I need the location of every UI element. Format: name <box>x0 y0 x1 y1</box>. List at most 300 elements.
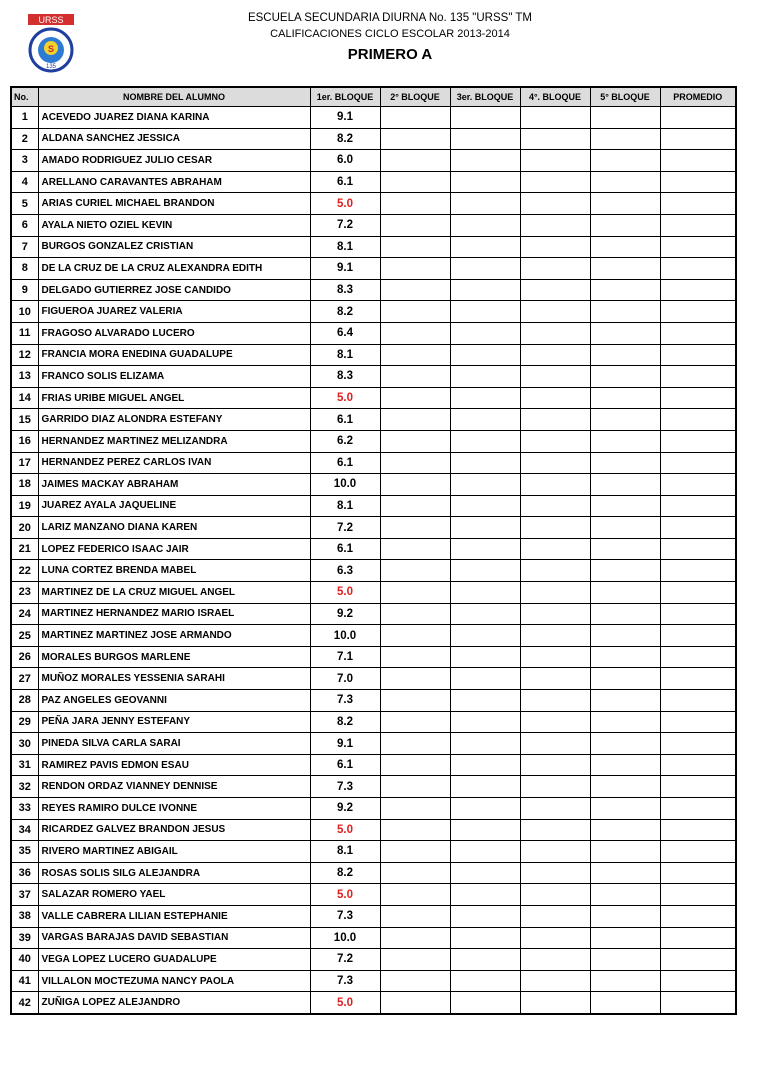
grade-block-1: 7.0 <box>310 668 380 690</box>
grade-block-1: 5.0 <box>310 884 380 906</box>
student-name: BURGOS GONZALEZ CRISTIAN <box>38 236 310 258</box>
grade-block-3 <box>450 236 520 258</box>
student-name: FRIAS URIBE MIGUEL ANGEL <box>38 387 310 409</box>
grade-block-3 <box>450 279 520 301</box>
grade-block-5 <box>590 517 660 539</box>
student-name: RICARDEZ GALVEZ BRANDON JESUS <box>38 819 310 841</box>
student-number: 26 <box>11 646 38 668</box>
grade-block-1: 8.1 <box>310 495 380 517</box>
grade-block-3 <box>450 992 520 1014</box>
grade-average <box>660 387 736 409</box>
table-row <box>11 258 736 280</box>
grade-block-1: 6.2 <box>310 430 380 452</box>
grade-block-1: 8.2 <box>310 128 380 150</box>
grade-average <box>660 992 736 1014</box>
table-row <box>11 474 736 496</box>
student-name: VALLE CABRERA LILIAN ESTEPHANIE <box>38 905 310 927</box>
report-subtitle: CALIFICACIONES CICLO ESCOLAR 2013-2014 <box>270 28 510 40</box>
grade-block-4 <box>520 409 590 431</box>
grade-block-3 <box>450 927 520 949</box>
grade-block-3 <box>450 430 520 452</box>
table-row <box>11 625 736 647</box>
grade-block-1: 9.1 <box>310 733 380 755</box>
grade-block-4 <box>520 214 590 236</box>
grade-block-2 <box>380 193 450 215</box>
grade-block-1: 9.1 <box>310 258 380 280</box>
logo-bottom-text: 135 <box>45 64 57 70</box>
grade-block-5 <box>590 582 660 604</box>
grade-block-5 <box>590 430 660 452</box>
student-name: AMADO RODRIGUEZ JULIO CESAR <box>38 150 310 172</box>
student-name: ALDANA SANCHEZ JESSICA <box>38 128 310 150</box>
grade-block-2 <box>380 538 450 560</box>
table-row <box>11 862 736 884</box>
grade-block-2 <box>380 517 450 539</box>
grade-block-3 <box>450 128 520 150</box>
grade-block-3 <box>450 495 520 517</box>
grade-block-4 <box>520 301 590 323</box>
grade-block-3 <box>450 258 520 280</box>
grade-average <box>660 301 736 323</box>
student-name: LARIZ MANZANO DIANA KAREN <box>38 517 310 539</box>
grade-block-2 <box>380 301 450 323</box>
grade-block-3 <box>450 819 520 841</box>
grade-block-1: 7.3 <box>310 690 380 712</box>
grade-block-1: 6.0 <box>310 150 380 172</box>
grade-block-5 <box>590 107 660 129</box>
grade-block-3 <box>450 517 520 539</box>
grade-block-3 <box>450 387 520 409</box>
grade-average <box>660 171 736 193</box>
grade-average <box>660 711 736 733</box>
grade-block-4 <box>520 970 590 992</box>
grade-block-3 <box>450 668 520 690</box>
logo-center-letter: S <box>47 44 55 54</box>
student-number: 38 <box>11 905 38 927</box>
student-number: 10 <box>11 301 38 323</box>
grade-block-2 <box>380 733 450 755</box>
grade-block-5 <box>590 970 660 992</box>
grade-average <box>660 970 736 992</box>
grade-average <box>660 798 736 820</box>
grade-block-2 <box>380 366 450 388</box>
grade-block-2 <box>380 387 450 409</box>
student-number: 12 <box>11 344 38 366</box>
student-number: 32 <box>11 776 38 798</box>
grade-block-3 <box>450 884 520 906</box>
grade-block-1: 8.2 <box>310 862 380 884</box>
grade-block-2 <box>380 171 450 193</box>
grade-average <box>660 107 736 129</box>
grade-block-3 <box>450 582 520 604</box>
student-name: MARTINEZ HERNANDEZ MARIO ISRAEL <box>38 603 310 625</box>
table-row <box>11 409 736 431</box>
student-number: 35 <box>11 841 38 863</box>
grade-block-2 <box>380 754 450 776</box>
student-name: ARIAS CURIEL MICHAEL BRANDON <box>38 193 310 215</box>
table-row <box>11 538 736 560</box>
table-row <box>11 495 736 517</box>
grade-block-4 <box>520 668 590 690</box>
grade-block-1: 8.2 <box>310 711 380 733</box>
grade-block-4 <box>520 517 590 539</box>
grade-block-3 <box>450 798 520 820</box>
col-header-avg: PROMEDIO <box>660 87 736 107</box>
col-header-no: No. <box>11 87 38 107</box>
grade-average <box>660 625 736 647</box>
grade-block-4 <box>520 884 590 906</box>
grade-block-5 <box>590 992 660 1014</box>
grade-block-3 <box>450 841 520 863</box>
table-row <box>11 279 736 301</box>
grade-block-3 <box>450 690 520 712</box>
grade-block-3 <box>450 452 520 474</box>
grade-average <box>660 150 736 172</box>
student-name: LUNA CORTEZ BRENDA MABEL <box>38 560 310 582</box>
grade-block-4 <box>520 344 590 366</box>
student-number: 29 <box>11 711 38 733</box>
table-row <box>11 387 736 409</box>
student-name: GARRIDO DIAZ ALONDRA ESTEFANY <box>38 409 310 431</box>
student-number: 23 <box>11 582 38 604</box>
grade-block-4 <box>520 107 590 129</box>
grade-average <box>660 690 736 712</box>
grade-block-4 <box>520 150 590 172</box>
grade-block-3 <box>450 646 520 668</box>
col-header-b2: 2° BLOQUE <box>380 87 450 107</box>
grade-block-5 <box>590 236 660 258</box>
grade-block-1: 7.1 <box>310 646 380 668</box>
table-row <box>11 171 736 193</box>
grade-average <box>660 474 736 496</box>
grade-block-2 <box>380 236 450 258</box>
student-number: 11 <box>11 322 38 344</box>
student-name: MARTINEZ MARTINEZ JOSE ARMANDO <box>38 625 310 647</box>
school-logo <box>26 12 76 74</box>
grade-block-1: 7.2 <box>310 949 380 971</box>
grade-block-4 <box>520 430 590 452</box>
grade-block-5 <box>590 301 660 323</box>
grade-block-5 <box>590 495 660 517</box>
col-header-b5: 5° BLOQUE <box>590 87 660 107</box>
grade-block-3 <box>450 150 520 172</box>
grade-block-3 <box>450 409 520 431</box>
grade-block-1: 7.3 <box>310 905 380 927</box>
grade-block-5 <box>590 690 660 712</box>
grade-block-4 <box>520 171 590 193</box>
grade-block-1: 6.1 <box>310 409 380 431</box>
student-name: FIGUEROA JUAREZ VALERIA <box>38 301 310 323</box>
grade-block-1: 6.4 <box>310 322 380 344</box>
grade-average <box>660 905 736 927</box>
grade-block-1: 9.2 <box>310 798 380 820</box>
table-row <box>11 214 736 236</box>
grade-block-1: 6.1 <box>310 754 380 776</box>
grade-block-5 <box>590 128 660 150</box>
student-number: 6 <box>11 214 38 236</box>
grade-block-4 <box>520 862 590 884</box>
grade-block-5 <box>590 193 660 215</box>
grade-block-2 <box>380 884 450 906</box>
grade-block-3 <box>450 625 520 647</box>
grade-block-2 <box>380 409 450 431</box>
table-row <box>11 193 736 215</box>
student-name: MORALES BURGOS MARLENE <box>38 646 310 668</box>
grade-block-1: 5.0 <box>310 387 380 409</box>
grade-block-4 <box>520 927 590 949</box>
student-name: JUAREZ AYALA JAQUELINE <box>38 495 310 517</box>
grade-block-3 <box>450 214 520 236</box>
grade-block-5 <box>590 949 660 971</box>
grade-block-2 <box>380 992 450 1014</box>
student-number: 41 <box>11 970 38 992</box>
grade-block-2 <box>380 949 450 971</box>
student-number: 7 <box>11 236 38 258</box>
grade-block-2 <box>380 646 450 668</box>
grade-block-1: 10.0 <box>310 474 380 496</box>
grade-block-5 <box>590 366 660 388</box>
table-row <box>11 690 736 712</box>
grade-average <box>660 279 736 301</box>
grade-block-5 <box>590 279 660 301</box>
grade-block-2 <box>380 107 450 129</box>
grade-block-5 <box>590 798 660 820</box>
grade-average <box>660 754 736 776</box>
table-row <box>11 236 736 258</box>
grade-block-4 <box>520 841 590 863</box>
grade-block-4 <box>520 366 590 388</box>
grade-block-5 <box>590 668 660 690</box>
grade-average <box>660 236 736 258</box>
col-header-name: NOMBRE DEL ALUMNO <box>38 87 310 107</box>
grade-block-4 <box>520 711 590 733</box>
grade-block-1: 5.0 <box>310 819 380 841</box>
table-row <box>11 430 736 452</box>
grade-block-1: 6.1 <box>310 452 380 474</box>
grade-block-1: 9.1 <box>310 107 380 129</box>
grade-block-5 <box>590 452 660 474</box>
grade-block-2 <box>380 711 450 733</box>
grade-block-1: 8.3 <box>310 366 380 388</box>
student-number: 39 <box>11 927 38 949</box>
student-name: ROSAS SOLIS SILG ALEJANDRA <box>38 862 310 884</box>
table-row <box>11 150 736 172</box>
table-row <box>11 107 736 129</box>
student-name: MARTINEZ DE LA CRUZ MIGUEL ANGEL <box>38 582 310 604</box>
student-name: LOPEZ FEDERICO ISAAC JAIR <box>38 538 310 560</box>
student-number: 3 <box>11 150 38 172</box>
table-row <box>11 366 736 388</box>
grade-block-4 <box>520 236 590 258</box>
grade-block-5 <box>590 905 660 927</box>
student-number: 15 <box>11 409 38 431</box>
table-row <box>11 949 736 971</box>
grade-block-5 <box>590 171 660 193</box>
grade-block-5 <box>590 214 660 236</box>
table-row <box>11 646 736 668</box>
grade-block-5 <box>590 862 660 884</box>
table-row <box>11 819 736 841</box>
grade-average <box>660 733 736 755</box>
grade-block-2 <box>380 927 450 949</box>
grade-average <box>660 646 736 668</box>
grade-average <box>660 884 736 906</box>
student-name: FRANCIA MORA ENEDINA GUADALUPE <box>38 344 310 366</box>
table-row <box>11 301 736 323</box>
student-number: 24 <box>11 603 38 625</box>
grade-block-2 <box>380 668 450 690</box>
table-row <box>11 927 736 949</box>
student-name: HERNANDEZ PEREZ CARLOS IVAN <box>38 452 310 474</box>
grade-block-5 <box>590 258 660 280</box>
grade-block-4 <box>520 452 590 474</box>
student-name: ACEVEDO JUAREZ DIANA KARINA <box>38 107 310 129</box>
grade-average <box>660 128 736 150</box>
grade-block-3 <box>450 474 520 496</box>
student-number: 42 <box>11 992 38 1014</box>
table-row <box>11 560 736 582</box>
student-number: 18 <box>11 474 38 496</box>
grade-block-1: 5.0 <box>310 193 380 215</box>
grade-block-2 <box>380 495 450 517</box>
grade-block-1: 8.2 <box>310 301 380 323</box>
grade-block-3 <box>450 344 520 366</box>
grade-average <box>660 862 736 884</box>
student-name: ARELLANO CARAVANTES ABRAHAM <box>38 171 310 193</box>
grade-block-3 <box>450 193 520 215</box>
student-number: 8 <box>11 258 38 280</box>
student-name: VILLALON MOCTEZUMA NANCY PAOLA <box>38 970 310 992</box>
grade-block-4 <box>520 733 590 755</box>
student-number: 34 <box>11 819 38 841</box>
student-number: 2 <box>11 128 38 150</box>
grade-block-1: 10.0 <box>310 927 380 949</box>
grade-block-2 <box>380 258 450 280</box>
grade-block-1: 10.0 <box>310 625 380 647</box>
student-name: JAIMES MACKAY ABRAHAM <box>38 474 310 496</box>
grade-block-3 <box>450 949 520 971</box>
table-row <box>11 322 736 344</box>
grade-average <box>660 430 736 452</box>
grade-block-1: 7.2 <box>310 517 380 539</box>
table-row <box>11 711 736 733</box>
col-header-b3: 3er. BLOQUE <box>450 87 520 107</box>
grade-average <box>660 258 736 280</box>
grade-average <box>660 776 736 798</box>
grade-block-3 <box>450 862 520 884</box>
grade-average <box>660 949 736 971</box>
grade-average <box>660 927 736 949</box>
table-row <box>11 344 736 366</box>
grade-block-5 <box>590 884 660 906</box>
grade-block-4 <box>520 387 590 409</box>
student-name: ZUÑIGA LOPEZ ALEJANDRO <box>38 992 310 1014</box>
grade-block-1: 5.0 <box>310 582 380 604</box>
grade-block-4 <box>520 279 590 301</box>
student-number: 4 <box>11 171 38 193</box>
grade-block-3 <box>450 905 520 927</box>
table-row <box>11 992 736 1014</box>
grade-block-4 <box>520 603 590 625</box>
grade-block-2 <box>380 970 450 992</box>
grade-block-5 <box>590 344 660 366</box>
grade-block-2 <box>380 474 450 496</box>
grade-block-4 <box>520 690 590 712</box>
grade-block-2 <box>380 452 450 474</box>
grade-average <box>660 495 736 517</box>
table-row <box>11 668 736 690</box>
student-name: RAMIREZ PAVIS EDMON ESAU <box>38 754 310 776</box>
grades-table <box>10 86 737 1015</box>
grade-block-3 <box>450 711 520 733</box>
student-name: PEÑA JARA JENNY ESTEFANY <box>38 711 310 733</box>
grade-block-4 <box>520 754 590 776</box>
grade-block-5 <box>590 625 660 647</box>
grade-block-4 <box>520 495 590 517</box>
grade-block-4 <box>520 582 590 604</box>
grade-average <box>660 582 736 604</box>
grade-block-1: 8.1 <box>310 841 380 863</box>
grade-block-4 <box>520 819 590 841</box>
student-number: 1 <box>11 107 38 129</box>
grade-block-2 <box>380 841 450 863</box>
table-row <box>11 603 736 625</box>
grade-block-3 <box>450 603 520 625</box>
grade-average <box>660 538 736 560</box>
col-header-b1: 1er. BLOQUE <box>310 87 380 107</box>
grade-block-5 <box>590 322 660 344</box>
student-name: VEGA LOPEZ LUCERO GUADALUPE <box>38 949 310 971</box>
grade-average <box>660 193 736 215</box>
grade-block-2 <box>380 582 450 604</box>
grade-block-4 <box>520 798 590 820</box>
grade-average <box>660 366 736 388</box>
grade-block-2 <box>380 603 450 625</box>
grade-block-5 <box>590 150 660 172</box>
student-name: HERNANDEZ MARTINEZ MELIZANDRA <box>38 430 310 452</box>
grade-block-1: 6.3 <box>310 560 380 582</box>
grade-block-1: 6.1 <box>310 538 380 560</box>
grade-block-3 <box>450 733 520 755</box>
grade-block-5 <box>590 560 660 582</box>
student-number: 9 <box>11 279 38 301</box>
grade-block-2 <box>380 214 450 236</box>
grade-block-5 <box>590 841 660 863</box>
student-name: AYALA NIETO OZIEL KEVIN <box>38 214 310 236</box>
student-name: FRANCO SOLIS ELIZAMA <box>38 366 310 388</box>
grade-block-5 <box>590 646 660 668</box>
grade-block-2 <box>380 560 450 582</box>
grade-average <box>660 819 736 841</box>
student-number: 17 <box>11 452 38 474</box>
grade-block-2 <box>380 905 450 927</box>
student-number: 19 <box>11 495 38 517</box>
grade-block-2 <box>380 798 450 820</box>
table-row <box>11 452 736 474</box>
grade-block-2 <box>380 279 450 301</box>
student-name: VARGAS BARAJAS DAVID SEBASTIAN <box>38 927 310 949</box>
table-header-row <box>11 87 736 107</box>
grade-block-4 <box>520 776 590 798</box>
grade-average <box>660 517 736 539</box>
grade-block-4 <box>520 193 590 215</box>
table-row <box>11 841 736 863</box>
table-row <box>11 754 736 776</box>
table-row <box>11 582 736 604</box>
student-name: DE LA CRUZ DE LA CRUZ ALEXANDRA EDITH <box>38 258 310 280</box>
student-number: 20 <box>11 517 38 539</box>
grade-block-3 <box>450 560 520 582</box>
